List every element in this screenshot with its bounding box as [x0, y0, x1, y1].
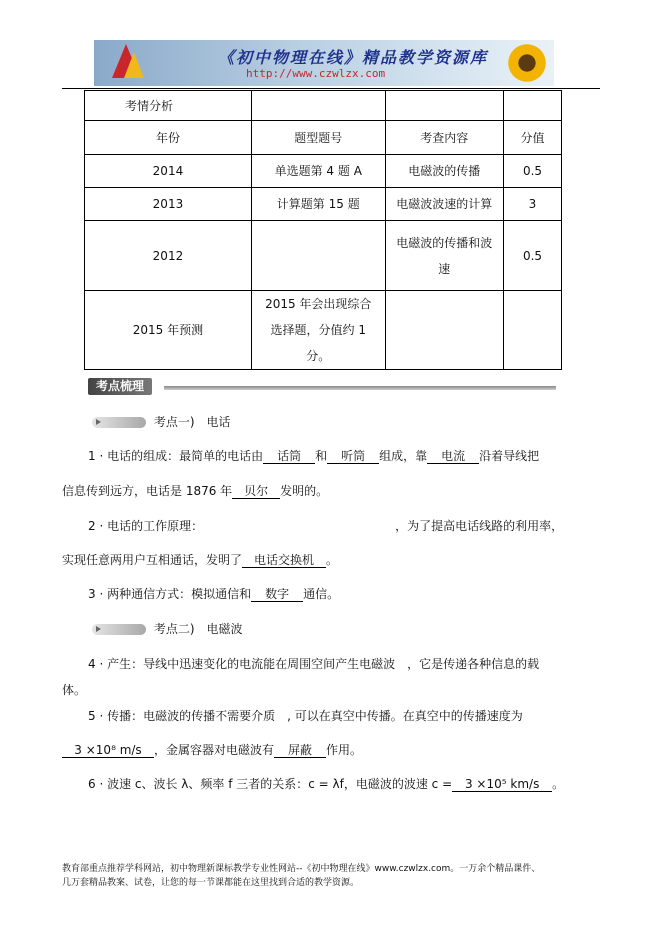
point-2-label: 考点二) 电磁波: [153, 622, 243, 636]
cell-score: 0.5: [503, 221, 561, 291]
paragraph-2-line-1: 2 · 电话的工作原理： ，为了提高电话线路的利用率，: [88, 519, 564, 533]
paragraph-4-line-2: 体。: [62, 683, 87, 697]
paragraph-5-line-1: 5 · 传播：电磁波的传播不需要介质 , 可以在真空中传播。在真空中的传播速度为: [88, 709, 523, 723]
paragraph-4-line-1: 4 · 产生：导线中迅速变化的电流能在周围空间产生电磁波 ，它是传递各种信息的载: [88, 657, 540, 671]
table-row: [85, 91, 562, 121]
table-row: [85, 188, 562, 221]
header-year: 年份: [85, 121, 252, 155]
footer-line-1: 教育部重点推荐学科网站，初中物理新课标教学专业性网站--《初中物理在线》www.czwlzx.com。一万余个精品课件、: [62, 864, 541, 874]
cell-score: 0.5: [503, 155, 561, 188]
cell-year: 2014: [85, 155, 252, 188]
point-1-label: 考点一) 电话: [153, 415, 231, 429]
blank-answer: 3 ×10⁸ m/s: [62, 743, 154, 758]
cell-content: 电磁波的传播和波速: [385, 221, 503, 291]
cell-content: 电磁波的传播: [385, 155, 503, 188]
blank-answer: 贝尔: [232, 484, 280, 499]
cell-year: 2013: [85, 188, 252, 221]
forecast-label: 2015 年预测: [85, 291, 252, 370]
blank-answer: 屏蔽: [274, 743, 326, 758]
paragraph-6: 6 · 波速 c、波长 λ、频率 f 三者的关系：c = λf，电磁波的波速 c = 3 ×10⁵ km/s 。: [88, 777, 565, 791]
blank-answer: 电话交换机: [242, 553, 326, 568]
paragraph-1-line-1: 1 · 电话的组成：最简单的电话由 话筒 和 听筒 组成，靠 电流 沿着导线把: [88, 449, 540, 463]
table-row: [85, 221, 562, 291]
header-content: 考查内容: [385, 121, 503, 155]
header-rule: [62, 88, 600, 89]
blank-answer: 话筒: [263, 449, 315, 464]
forecast-text: 2015 年会出现综合选择题，分值约 1 分。: [251, 291, 385, 370]
cell-question: 计算题第 15 题: [251, 188, 385, 221]
paragraph-5-line-2: 3 ×10⁸ m/s ，金属容器对电磁波有 屏蔽 作用。: [62, 740, 362, 760]
table-title: 考情分析: [85, 91, 252, 121]
blank-answer: 3 ×10⁵ km/s: [452, 777, 552, 792]
blank-answer: 电流: [427, 449, 479, 464]
play-tag-icon: [92, 417, 146, 428]
section-rule: [164, 386, 556, 390]
table-row-forecast: [85, 291, 562, 370]
table-header-row: [85, 121, 562, 155]
blank-answer: 听筒: [327, 449, 379, 464]
banner-title: 《初中物理在线》精品教学资源库: [218, 48, 489, 67]
footer-line-2: 几万套精品教案、试卷，让您的每一节课都能在这里找到合适的教学资源。: [62, 878, 360, 888]
section-label: 考点梳理: [88, 378, 152, 395]
cell-year: 2012: [85, 221, 252, 291]
paragraph-2-line-2: 实现任意两用户互相通话，发明了 电话交换机 。: [62, 553, 339, 567]
banner-url[interactable]: http://www.czwlzx.com: [246, 67, 386, 80]
play-tag-icon: [92, 624, 146, 635]
header-question: 题型题号: [251, 121, 385, 155]
page-footer: [62, 862, 602, 890]
cell-score: 3: [503, 188, 561, 221]
blank-answer: 数字: [251, 587, 303, 602]
header-banner: [94, 40, 554, 86]
logo-accent-icon: [124, 52, 144, 78]
section-header: [88, 378, 556, 395]
table-row: [85, 155, 562, 188]
cell-question: 单选题第 4 题 A: [251, 155, 385, 188]
point-heading-1: [92, 413, 231, 430]
paragraph-3: 3 · 两种通信方式：模拟通信和 数字 通信。: [88, 587, 340, 601]
cell-question: [251, 221, 385, 291]
header-score: 分值: [503, 121, 561, 155]
analysis-table: [84, 90, 562, 370]
point-heading-2: [92, 620, 243, 637]
sunflower-icon: [506, 42, 548, 84]
paragraph-1-line-2: 信息传到远方，电话是 1876 年 贝尔 发明的。: [62, 484, 329, 498]
cell-content: 电磁波波速的计算: [385, 188, 503, 221]
